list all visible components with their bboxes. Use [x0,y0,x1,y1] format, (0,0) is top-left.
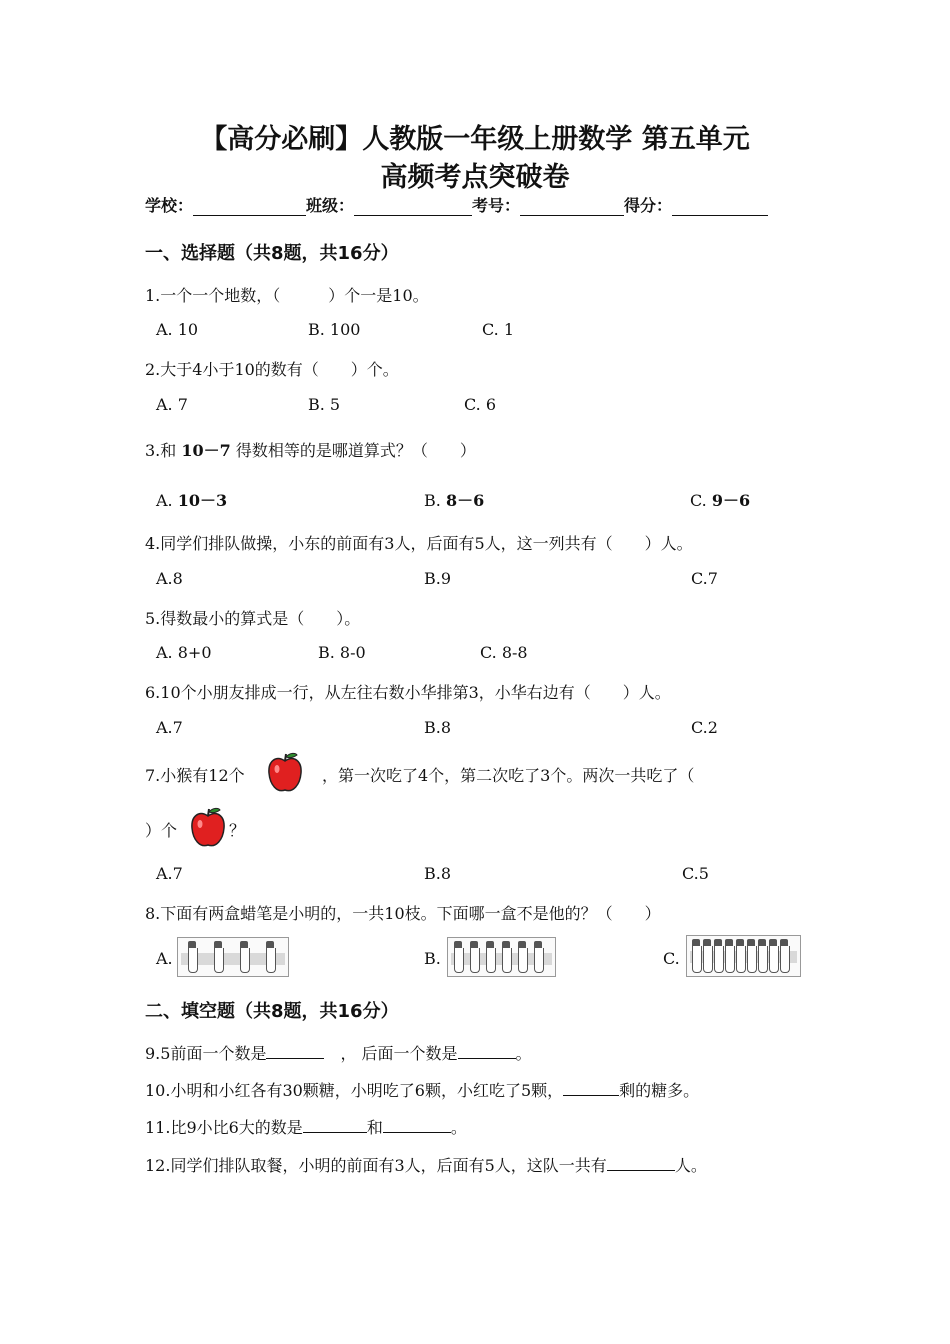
answer-blank[interactable] [563,1079,619,1096]
option-c[interactable]: C.2 [691,718,718,737]
option-c[interactable]: C.5 [682,864,709,883]
fill-question: 9.5前面一个数是 ， 后面一个数是 。 [145,1044,532,1063]
answer-blank[interactable] [266,1042,324,1059]
section-title: 二、填空题（共8题，共16分） [145,1001,399,1022]
option-c[interactable]: C. 8-8 [480,643,528,662]
school-field[interactable] [193,198,306,216]
crayon-box-icon[interactable] [686,935,801,977]
answer-blank[interactable] [458,1042,516,1059]
option-a[interactable]: A. 7 [156,395,188,414]
question-text-continued: ，第一次吃了4个，第二次吃了3个。两次一共吃了（ [322,766,695,785]
option-b[interactable]: B.9 [424,569,452,588]
page-subtitle: 高频考点突破卷 [380,162,570,193]
score-label: 得分： [624,196,673,215]
option-a[interactable]: A. 10 [156,320,199,339]
option-a[interactable]: A.8 [156,569,183,588]
question-text: 7.小猴有12个 [145,766,245,785]
score-field[interactable] [672,198,768,216]
question-text: 8.下面有两盒蜡笔是小明的，一共10枝。下面哪一盒不是他的？（ ） [145,904,661,923]
option-a[interactable]: A. [156,949,173,968]
crayon-box-icon[interactable] [447,937,556,977]
class-label: 班级： [306,196,355,215]
option-c[interactable]: C. [663,949,680,968]
option-b[interactable]: B. 5 [308,395,341,414]
option-c[interactable]: C.7 [691,569,718,588]
option-a[interactable]: A. 8+0 [156,643,212,662]
apple-icon [266,751,304,795]
question-text: 6.10个小朋友排成一行，从左往右数小华排第3，小华右边有（ ）人。 [145,683,671,702]
info-line [145,193,768,216]
answer-blank[interactable] [383,1116,451,1133]
exam-no-field[interactable] [520,198,624,216]
section-title: 一、选择题（共8题，共16分） [145,243,399,264]
question-text: 2.大于4小于10的数有（ ）个。 [145,360,399,379]
exam-no-label: 考号： [472,196,521,215]
question-text-continued: ？ [229,821,246,840]
option-a[interactable]: A. 10－3 [156,491,228,510]
school-label: 学校： [145,196,194,215]
answer-blank[interactable] [303,1116,367,1133]
option-c[interactable]: C. 1 [482,320,515,339]
fill-question: 10.小明和小红各有30颗糖，小明吃了6颗，小红吃了5颗， 剩的糖多。 [145,1081,700,1100]
option-b[interactable]: B. 100 [308,320,361,339]
question-text-continued: ）个 [145,821,178,840]
option-c[interactable]: C. 6 [464,395,497,414]
fill-question: 11.比9小比6大的数是 和 。 [145,1118,467,1137]
option-b[interactable]: B.8 [424,864,452,883]
question-text: 3.和 10－7 得数相等的是哪道算式？（ ） [145,441,476,460]
option-b[interactable]: B.8 [424,718,452,737]
option-c[interactable]: C. 9－6 [690,491,751,510]
option-b[interactable]: B. 8－6 [424,491,485,510]
question-text: 1.一个一个地数，（ ）个一是10。 [145,286,429,305]
page-title: 【高分必刷】人教版一年级上册数学 第五单元 [200,124,750,155]
class-field[interactable] [354,198,472,216]
option-b[interactable]: B. 8-0 [318,643,366,662]
question-text: 4.同学们排队做操，小东的前面有3人，后面有5人，这一列共有（ ）人。 [145,534,693,553]
option-a[interactable]: A.7 [156,864,183,883]
crayon-box-icon[interactable] [177,937,289,977]
option-a[interactable]: A.7 [156,718,183,737]
math-expression: 10－7 [181,441,231,460]
fill-question: 12.同学们排队取餐，小明的前面有3人，后面有5人，这队一共有 人。 [145,1156,707,1175]
question-text: 5.得数最小的算式是（ ）。 [145,609,361,628]
answer-blank[interactable] [607,1154,675,1171]
apple-icon [189,806,227,850]
option-b[interactable]: B. [424,949,441,968]
